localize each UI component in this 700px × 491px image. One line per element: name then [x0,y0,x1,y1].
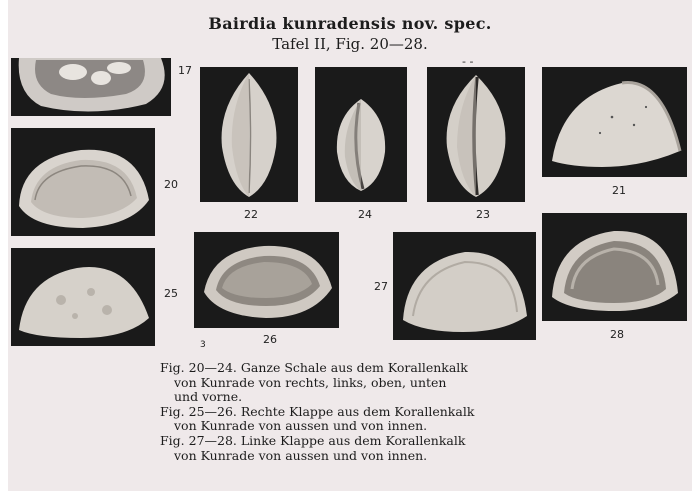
figure-23-number: 23 [476,208,490,221]
figure-22-photo [200,67,298,202]
figure-25-photo [11,248,155,346]
figure-23-photo [427,67,525,202]
figure-20-number: 20 [164,178,178,191]
figure-17-number: 17 [178,64,192,77]
caption-line: von Kunrade von rechts, links, oben, unten [174,374,447,390]
plate-caption [160,361,580,463]
caption-line: von Kunrade von aussen und von innen. [174,418,428,434]
plate-title: Bairdia kunradensis nov. spec. [208,14,492,33]
figure-17-photo [11,58,171,116]
figure-24-photo [315,67,407,202]
figure-22-number: 22 [244,208,258,221]
figure-26-photo [194,232,339,328]
figure-23-mark: - - [462,55,474,68]
figure-21-number: 21 [612,184,626,197]
caption-line: von Kunrade von aussen und von innen. [174,447,428,463]
figure-28-number: 28 [610,328,624,341]
figure-27-number: 27 [374,280,388,293]
caption-line: Fig. 20—24. Ganze Schale aus dem Korallenkalk [160,360,468,375]
figure-24-number: 24 [358,208,372,221]
figure-20-photo [11,128,155,236]
figure-27-photo [393,232,536,340]
caption-line: Fig. 25—26. Rechte Klappe aus dem Korallenkalk [160,403,475,419]
stray-mark: 3 [200,340,206,350]
figure-25-number: 25 [164,287,178,300]
plate-subtitle: Tafel II, Fig. 20—28. [272,35,428,53]
figure-21-photo [542,67,687,177]
figure-28-photo [542,213,687,321]
figure-26-number: 26 [263,333,277,346]
caption-line: und vorne. [174,389,243,405]
caption-line: Fig. 27—28. Linke Klappe aus dem Korallenkalk [160,432,466,448]
